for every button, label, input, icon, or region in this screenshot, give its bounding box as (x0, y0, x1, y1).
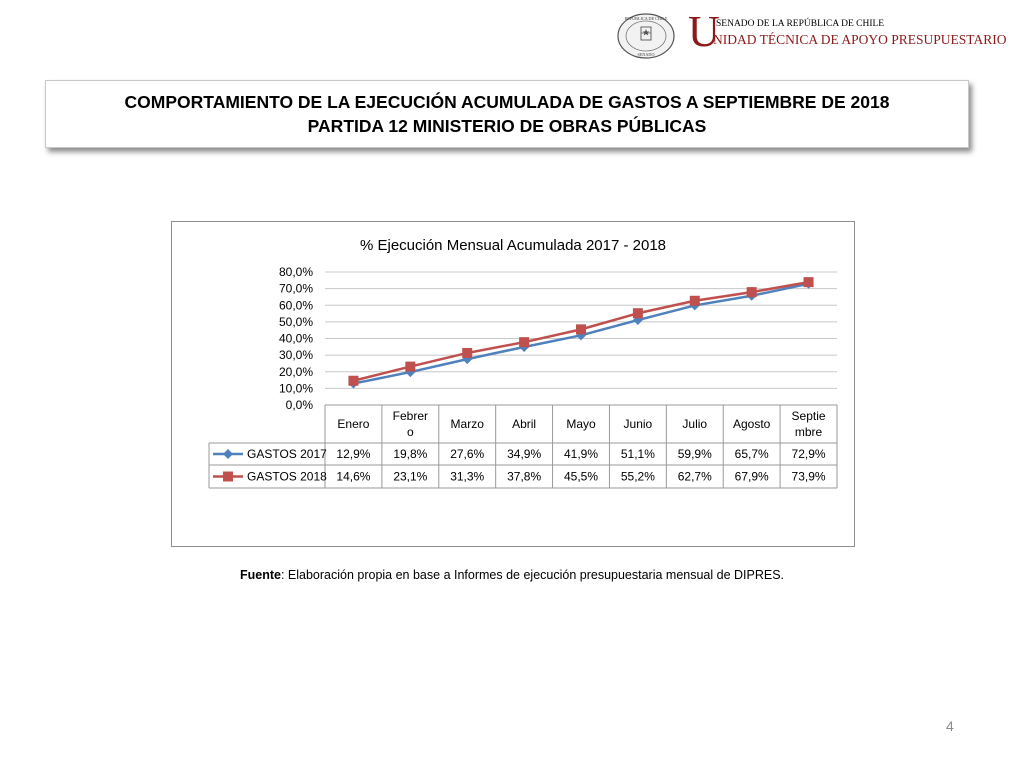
x-category-label: Febrer (392, 409, 429, 423)
data-table-value: 19,8% (393, 447, 428, 461)
brand-initial: U (688, 7, 720, 56)
data-point-marker (348, 376, 358, 386)
slide-title-box (45, 80, 969, 148)
senado-seal-icon (616, 12, 676, 60)
y-tick-label: 30,0% (278, 348, 313, 363)
data-table-value: 65,7% (734, 447, 769, 461)
x-category-label: Abril (512, 417, 537, 431)
legend-key-marker (223, 472, 233, 482)
data-table-value: 51,1% (620, 447, 655, 461)
x-category-label: Marzo (450, 417, 484, 431)
y-tick-label: 70,0% (278, 281, 313, 296)
x-category-label: Agosto (732, 417, 771, 431)
source-label: Fuente (239, 568, 281, 582)
data-table-value: 55,2% (620, 469, 655, 484)
data-point-marker (633, 308, 643, 318)
data-table-value: 45,5% (563, 469, 599, 484)
data-point-marker (747, 287, 757, 297)
y-tick-label: 20,0% (278, 364, 313, 379)
slide-title-line-2: PARTIDA 12 MINISTERIO DE OBRAS PÚBLICAS (307, 116, 707, 136)
data-table-value: 31,3% (450, 469, 485, 484)
y-tick-label: 60,0% (278, 298, 313, 313)
data-table-value: 73,9% (791, 469, 826, 484)
chart-svg (172, 222, 854, 546)
y-tick-label: 50,0% (278, 314, 313, 329)
chart-container (171, 221, 855, 547)
data-table-value: 27,6% (450, 447, 485, 461)
legend-key-marker (223, 449, 233, 459)
x-category-label: Mayo (566, 417, 596, 431)
data-table-value: 12,9% (336, 447, 371, 461)
y-tick-label: 40,0% (278, 331, 313, 346)
brand-line-senado: SENADO DE LA REPÚBLICA DE CHILE (716, 19, 885, 29)
x-category-label: Septie (791, 409, 826, 423)
seal-text-bottom: SENADO (637, 52, 655, 57)
data-table-value: 67,9% (734, 469, 769, 484)
source-note (0, 568, 1024, 582)
x-category-label: mbre (794, 425, 823, 439)
data-table-value: 23,1% (393, 469, 428, 484)
data-table-value: 62,7% (677, 469, 712, 484)
data-table-value: 14,6% (336, 469, 371, 484)
y-tick-label: 10,0% (278, 381, 313, 396)
x-category-label: Junio (623, 417, 653, 431)
chart-title: % Ejecución Mensual Acumulada 2017 - 2018 (359, 237, 667, 254)
data-table-value: 59,9% (677, 447, 712, 461)
data-point-marker (576, 324, 586, 334)
data-point-marker (690, 296, 700, 306)
y-tick-label: 80,0% (278, 265, 313, 279)
data-table-value: 34,9% (507, 447, 542, 461)
slide-title-line-1: COMPORTAMIENTO DE LA EJECUCIÓN ACUMULADA DE GASTOS A SEPTIEMBRE DE 2018 (124, 92, 890, 112)
brand-line-unidad: NIDAD TÉCNICA DE APOYO PRESUPUESTARIO (713, 32, 1007, 47)
data-table-value: 41,9% (563, 447, 599, 461)
header-logo (612, 7, 1022, 60)
x-category-label: o (406, 425, 414, 439)
data-point-marker (804, 277, 814, 287)
legend-series-name: GASTOS 2018 (247, 469, 327, 484)
x-category-label: Julio (682, 417, 708, 431)
page-number: 4 (946, 718, 954, 734)
seal-text-top: REPÚBLICA DE CHILE (624, 16, 668, 21)
source-text: : Elaboración propia en base a Informes de ejecución presupuestaria mensual de DIPRES. (280, 568, 785, 582)
data-table-value: 37,8% (507, 469, 542, 484)
data-table-value: 72,9% (791, 447, 826, 461)
y-tick-label: 0,0% (285, 398, 313, 412)
legend-series-name: GASTOS 2017 (247, 447, 327, 461)
data-point-marker (519, 337, 529, 347)
data-point-marker (462, 348, 472, 358)
data-point-marker (405, 362, 415, 372)
x-category-label: Enero (337, 417, 370, 431)
